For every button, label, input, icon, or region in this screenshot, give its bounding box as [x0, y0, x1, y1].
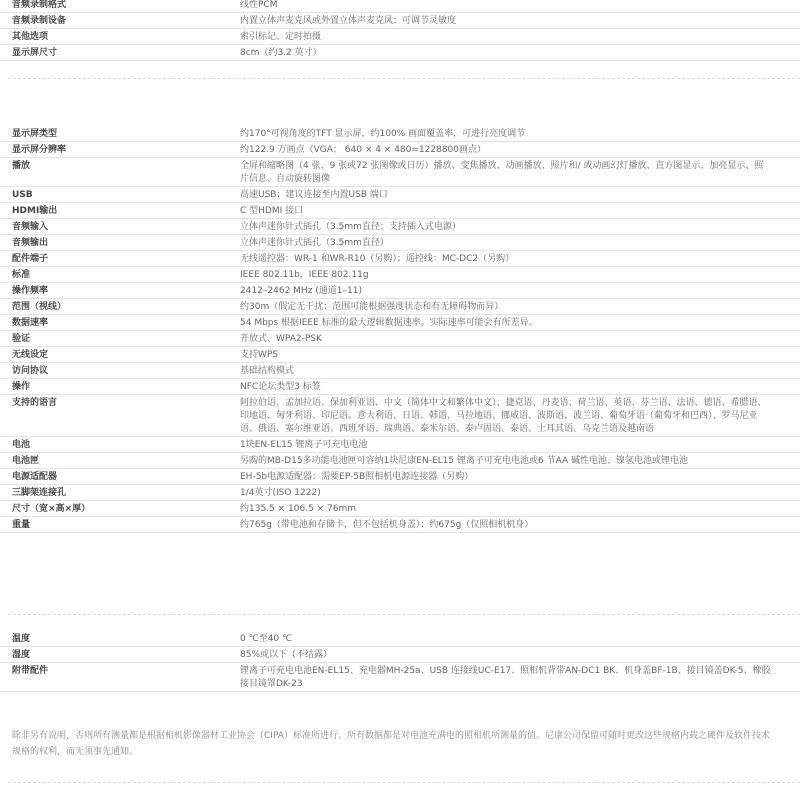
spec-row — [0, 517, 800, 533]
spec-value: 约135.5 × 106.5 × 76mm — [240, 504, 357, 514]
spec-section-recording — [0, 0, 800, 61]
spec-row — [0, 45, 800, 61]
spec-label: 附带配件 — [12, 666, 49, 676]
spec-row — [0, 126, 800, 142]
section-divider — [8, 78, 800, 79]
spec-row — [0, 29, 800, 45]
spec-section-display-connectivity — [0, 126, 800, 533]
spec-label: 电池匣 — [12, 456, 40, 466]
spec-label: 标准 — [12, 270, 31, 280]
spec-label: 三脚架连接孔 — [12, 488, 67, 498]
spec-row — [0, 203, 800, 219]
spec-value: 约170°可视角度的TFT 显示屏，约100% 画面覆盖率，可进行亮度调节 — [240, 129, 526, 139]
spec-label: 访问协议 — [12, 366, 49, 376]
spec-label: 显示屏类型 — [12, 129, 58, 139]
spec-value: 支持WPS — [240, 350, 279, 360]
spec-value: 全屏和缩略图（4 张、9 张或72 张图像或日历）播放、变焦播放、动画播放、照片和/ 或动画幻灯播放、直方图显示、加亮显示、照片信息、自动旋转图像 — [240, 161, 764, 184]
spec-label: 操作 — [12, 382, 31, 392]
spec-row — [0, 158, 800, 187]
spec-row — [0, 631, 800, 647]
spec-value: 1/4英寸(ISO 1222) — [240, 488, 321, 498]
spec-label: 范围（视线） — [12, 302, 67, 312]
spec-label: 支持的语言 — [12, 398, 58, 408]
spec-row — [0, 469, 800, 485]
spec-label: 显示屏分辨率 — [12, 145, 67, 155]
spec-value: 约122.9 万画点（VGA； 640 × 4 × 480=1228800画点） — [240, 145, 487, 155]
spec-value: 无线遥控器：WR-1 和WR-R10（另购）；遥控线：MC-DC2（另购） — [240, 254, 515, 264]
spec-label: 音频录制格式 — [12, 0, 67, 10]
spec-row — [0, 453, 800, 469]
footnote: 除非另有说明，否则所有测量都是根据相机影像器材工业协会（CIPA）标准所进行。所有数据都是对电池充满电的照相机所测量的值。尼康公司保留可随时更改这些规格内载之硬件及软件技术规格的权利，而无须事先通知。 — [12, 731, 770, 757]
section-divider — [8, 614, 800, 615]
spec-label: 播放 — [12, 161, 31, 171]
spec-value: EH-5b电源适配器；需要EP-5B照相机电源连接器（另购） — [240, 472, 474, 482]
spec-row — [0, 0, 800, 13]
spec-label: 湿度 — [12, 650, 31, 660]
spec-label: 数据速率 — [12, 318, 49, 328]
spec-row — [0, 663, 800, 692]
spec-row — [0, 299, 800, 315]
spec-value: 索引标记、定时拍摄 — [240, 32, 322, 42]
spec-label: 音频输入 — [12, 222, 49, 232]
spec-value: 开放式、WPA2-PSK — [240, 334, 322, 344]
spec-value: 54 Mbps 根据IEEE 标准的最大逻辑数据速率。实际速率可能会有所差异。 — [240, 318, 538, 328]
spec-value: 基础结构模式 — [240, 366, 295, 376]
spec-value: 锂离子可充电电池EN-EL15、充电器MH-25a、USB 连接线UC-E17、照相机背带AN-DC1 BK、机身盖BF-1B、接目镜盖DK-5、橡胶接目镜罩DK-23 — [240, 666, 771, 689]
spec-value: 约765g（带电池和存储卡，但不包括机身盖）；约675g（仅照相机机身） — [240, 520, 534, 530]
spec-label: USB — [12, 190, 33, 200]
spec-label: HDMI输出 — [12, 206, 58, 216]
spec-row — [0, 13, 800, 29]
spec-label: 验证 — [12, 334, 31, 344]
spec-value: 阿拉伯语、孟加拉语、保加利亚语、中文（简体中文和繁体中文）、捷克语、丹麦语、荷兰语、英语、芬兰语、法语、德语、希腊语、印地语、匈牙利语、印尼语、意大利语、日语、韩语、马拉地语、挪威语、波斯语、波兰语、葡萄牙语（葡萄牙和巴西）、罗马尼亚语、俄语、塞尔维亚语、西班牙语、瑞典语、泰米尔语、泰卢固语、泰语、土耳其语、乌克兰语及越南语 — [240, 398, 767, 434]
spec-label: 温度 — [12, 634, 31, 644]
spec-label: 配件端子 — [12, 254, 49, 264]
spec-value: 1块EN-EL15 锂离子可充电电池 — [240, 440, 368, 450]
spec-value: 高速USB；建议连接至内置USB 端口 — [240, 190, 388, 200]
spec-value: 8cm（约3.2 英寸） — [240, 48, 322, 58]
section-divider — [8, 782, 800, 783]
spec-row — [0, 315, 800, 331]
spec-row — [0, 142, 800, 158]
spec-value: 内置立体声麦克风或外置立体声麦克风；可调节灵敏度 — [240, 16, 457, 26]
spec-row — [0, 379, 800, 395]
spec-value: NFC论坛类型3 标签 — [240, 382, 321, 392]
spec-label: 音频输出 — [12, 238, 49, 248]
spec-row — [0, 395, 800, 437]
spec-section-environment — [0, 631, 800, 692]
spec-value: 约30m（假定无干扰；范围可能根据强度状态和有无障碍物而异） — [240, 302, 504, 312]
spec-label: 显示屏尺寸 — [12, 48, 58, 58]
spec-value: C 型HDMI 接口 — [240, 206, 304, 216]
spec-value: 2412–2462 MHz (通道1–11) — [240, 286, 362, 296]
spec-row — [0, 187, 800, 203]
spec-row — [0, 251, 800, 267]
spec-label: 音频录制设备 — [12, 16, 67, 26]
spec-value: 立体声迷你针式插孔（3.5mm直径；支持插入式电源） — [240, 222, 461, 232]
spec-label: 操作频率 — [12, 286, 49, 296]
spec-label: 电源适配器 — [12, 472, 58, 482]
spec-value: 立体声迷你针式插孔（3.5mm直径） — [240, 238, 389, 248]
spec-label: 重量 — [12, 520, 31, 530]
spec-row — [0, 501, 800, 517]
spec-row — [0, 331, 800, 347]
spec-row — [0, 647, 800, 663]
spec-row — [0, 485, 800, 501]
spec-label: 无线设定 — [12, 350, 49, 360]
spec-label: 尺寸（宽×高×厚） — [12, 504, 91, 514]
spec-value: 另购的MB-D15多功能电池匣可容纳1块尼康EN-EL15 锂离子可充电电池或6 节AA 碱性电池、镍氢电池或锂电池 — [240, 456, 688, 466]
spec-row — [0, 363, 800, 379]
spec-row — [0, 347, 800, 363]
spec-value: 0 ℃至40 ℃ — [240, 634, 293, 644]
spec-value: 线性PCM — [240, 0, 278, 10]
spec-row — [0, 219, 800, 235]
spec-row — [0, 283, 800, 299]
spec-label: 其他选项 — [12, 32, 49, 42]
spec-row — [0, 267, 800, 283]
spec-row — [0, 437, 800, 453]
spec-value: 85%或以下（不结露） — [240, 650, 333, 660]
spec-value: IEEE 802.11b，IEEE 802.11g — [240, 270, 369, 280]
spec-row — [0, 235, 800, 251]
spec-label: 电池 — [12, 440, 31, 450]
